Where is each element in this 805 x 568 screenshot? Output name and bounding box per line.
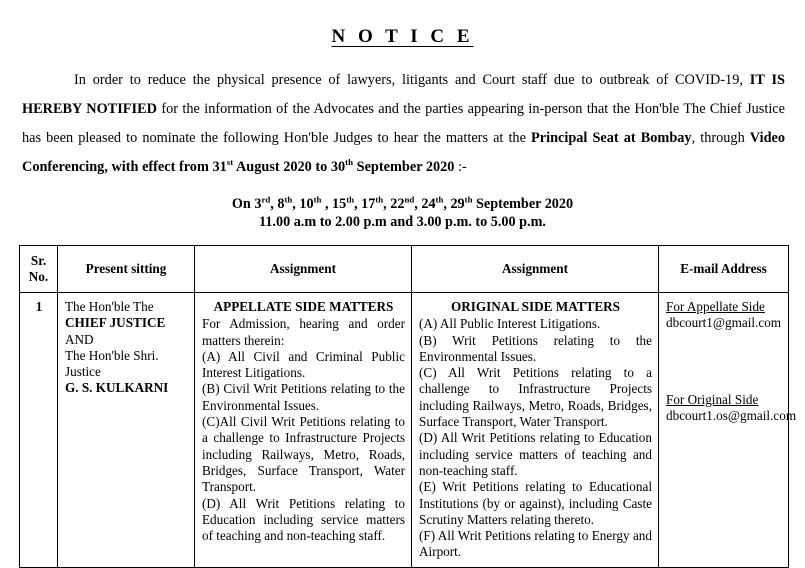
sitting-line-5: Justice: [65, 364, 101, 380]
email-label-original: For Original Side: [666, 391, 759, 407]
original-item-c: (C) All Writ Petitions relating to a challenge to Infrastructure Projects including Railways, Metro, Roads, Bridges, Surface Transport, Water Transport.: [419, 365, 652, 430]
email-label-appellate: For Appellate Side: [666, 299, 765, 314]
sitting-line-2: CHIEF JUSTICE: [65, 315, 166, 331]
cell-present-sitting: [58, 293, 195, 568]
paragraph-segment-5: , through: [691, 130, 750, 146]
column-header-sr-no: [20, 246, 58, 293]
paragraph-segment-4-bold: Principal Seat at Bombay: [531, 130, 692, 146]
email-address-original[interactable]: dbcourt1.os@gmail.com: [666, 407, 797, 423]
original-item-e: (E) Writ Petitions relating to Educational Institutions (by or against), including Caste Scrutiny Matters relating thereto.: [419, 479, 652, 527]
paragraph-segment-1: In order to reduce the physical presence of lawyers, litigants and Court staff due to outbreak of COVID-19,: [74, 72, 750, 88]
original-item-a: (A) All Public Interest Litigations.: [419, 316, 601, 332]
sitting-line-1: The Hon'ble The: [65, 299, 154, 314]
schedule-times: 11.00 a.m to 2.00 p.m and 3.00 p.m. to 5.00 p.m.: [259, 214, 546, 230]
sitting-line-4: The Hon'ble Shri.: [65, 347, 159, 363]
appellate-intro: For Admission, hearing and order matters therein:: [202, 316, 405, 348]
paragraph-segment-6-bold: Video Conferencing, with effect from 31st August 2020 to 30th September 2020: [22, 130, 786, 175]
cell-assignment-appellate: [195, 293, 412, 568]
table-header-row: [20, 246, 789, 293]
cell-assignment-original: [412, 293, 659, 568]
paragraph-segment-3: for the information of the Advocates and the parties appearing in-person that the Hon'ble The Chief Justice has been pleased to nominate the following Hon'ble Judges to hear the matters at the: [22, 101, 786, 146]
appellate-item-c: (C)All Civil Writ Petitions relating to a challenge to Infrastructure Projects including Railways, Metro, Roads, Bridges, Surface Transport, Water Transport.: [202, 414, 405, 495]
original-item-b: (B) Writ Petitions relating to the Environmental Issues.: [419, 332, 652, 364]
cell-sr-no: 1: [20, 293, 58, 568]
page-title: N O T I C E: [331, 26, 474, 47]
original-heading: ORIGINAL SIDE MATTERS: [450, 299, 621, 314]
appellate-item-d: (D) All Writ Petitions relating to Education including service matters of teaching and non-teaching staff.: [202, 495, 405, 544]
appellate-heading: APPELLATE SIDE MATTERS: [213, 299, 394, 314]
schedule-dates: On 3rd, 8th, 10th , 15th, 17th, 22nd, 24th, 29th September 2020: [231, 194, 574, 212]
column-header-assignment-original: Assignment: [412, 246, 659, 293]
schedule-block: [0, 182, 805, 231]
paragraph-segment-2-bold: IT IS HEREBY NOTIFIED: [22, 72, 785, 117]
sitting-line-3: AND: [65, 331, 94, 347]
column-header-email-address: E-mail Address: [659, 246, 789, 293]
paragraph-segment-7: :-: [454, 159, 467, 175]
column-header-assignment-appellate: Assignment: [195, 246, 412, 293]
column-header-present-sitting: Present sitting: [58, 246, 195, 293]
cell-email-address: [659, 293, 797, 568]
assignments-table: [19, 245, 797, 568]
sr-no-line-2: No.: [28, 269, 49, 284]
table-row: [20, 293, 789, 568]
appellate-item-a: (A) All Civil and Criminal Public Interest Litigations.: [202, 348, 405, 381]
sr-no-line-1: Sr.: [30, 253, 47, 268]
appellate-item-b: (B) Civil Writ Petitions relating to the Environmental Issues.: [202, 381, 405, 413]
original-item-f: (F) All Writ Petitions relating to Energy and Airport.: [419, 528, 652, 560]
email-spacer: [666, 332, 782, 392]
email-address-appellate[interactable]: dbcourt1@gmail.com: [666, 315, 782, 331]
notice-paragraph: [0, 48, 805, 182]
sitting-line-6: G. S. KULKARNI: [65, 380, 169, 396]
original-item-d: (D) All Writ Petitions relating to Education including service matters of teaching and non-teaching staff.: [419, 430, 652, 478]
